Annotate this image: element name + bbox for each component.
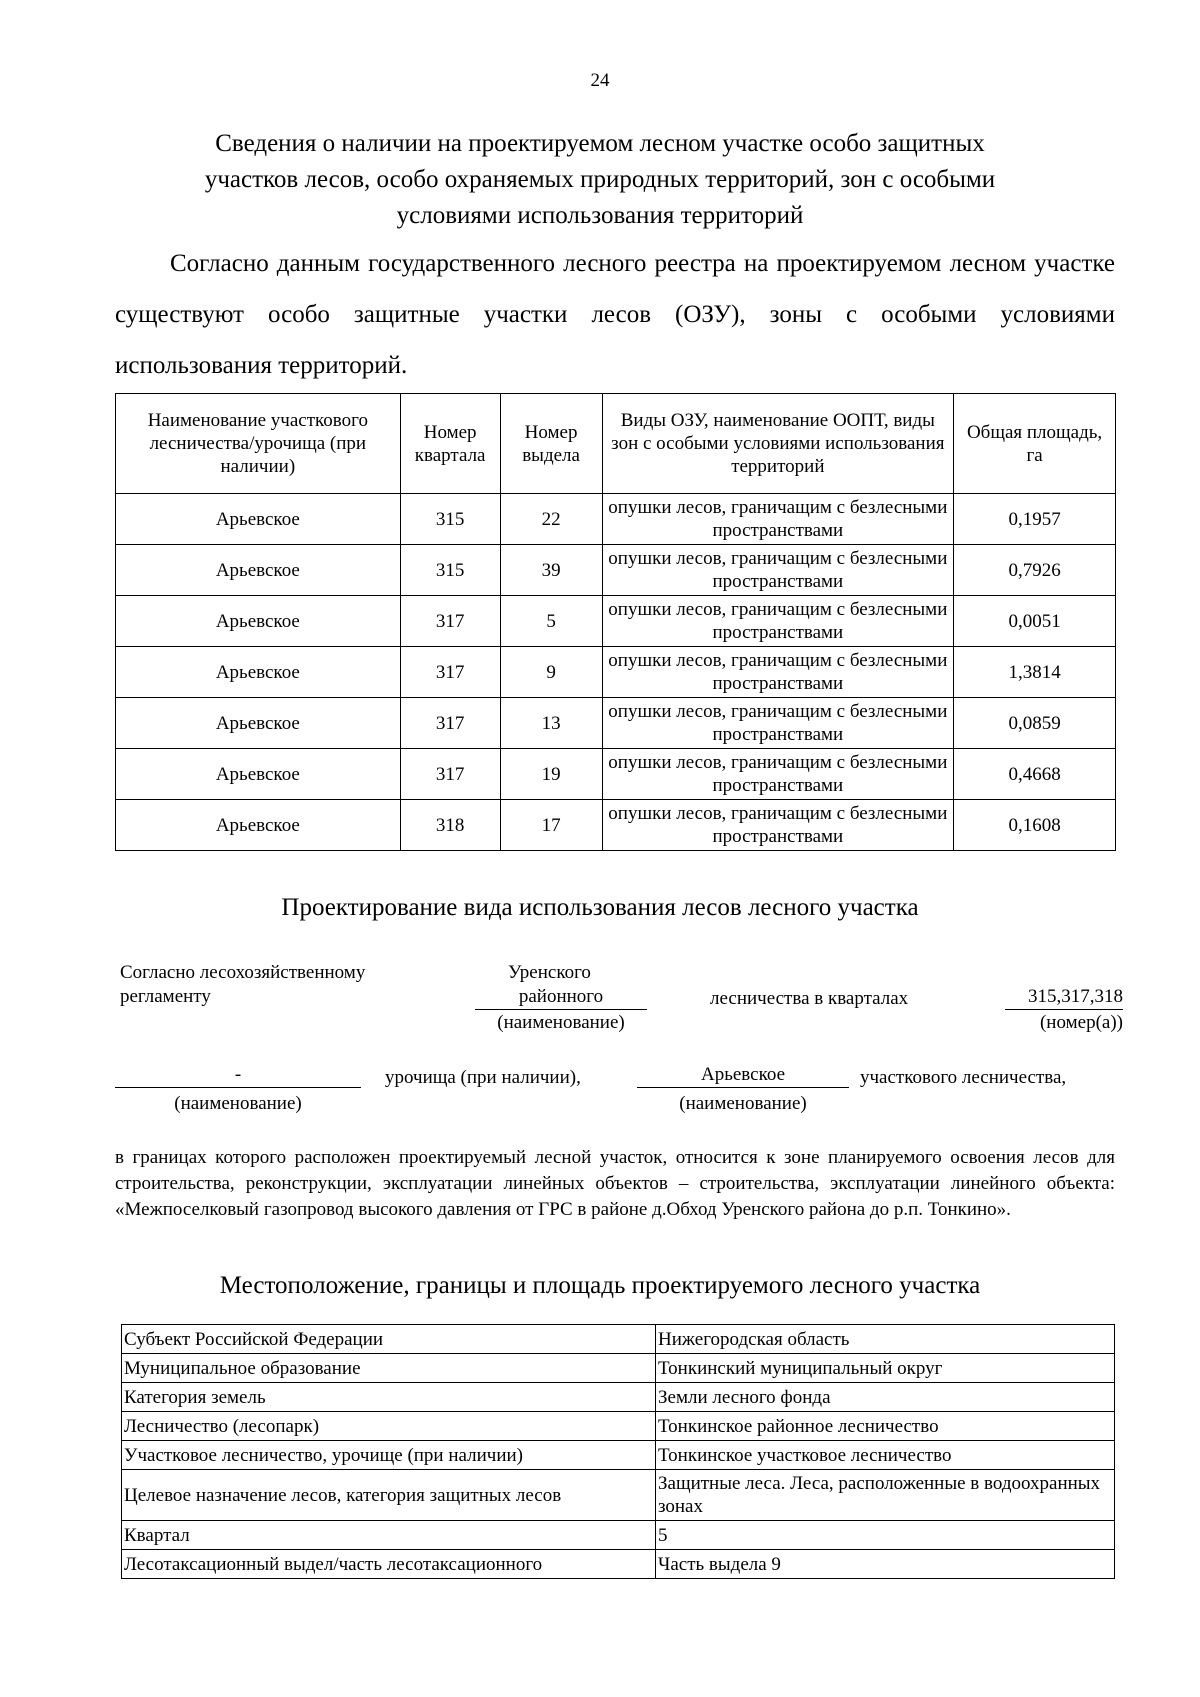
row-key: Субъект Российской Федерации xyxy=(122,1325,656,1354)
cell-type: опушки лесов, граничащим с безлесными пространствами xyxy=(602,545,954,596)
row-value: Тонкинское районное лесничество xyxy=(656,1412,1115,1441)
cell-name: Арьевское xyxy=(116,494,401,545)
col-header-name: Наименование участкового лесничества/урочища (при наличии) xyxy=(116,394,401,494)
table-row xyxy=(122,1354,1115,1383)
cell-vydel: 5 xyxy=(500,596,602,647)
row-value: 5 xyxy=(656,1521,1115,1550)
title-line: Сведения о наличии на проектируемом лесном участке особо защитных xyxy=(215,130,985,157)
table-row xyxy=(122,1383,1115,1412)
intro-text: Согласно данным государственного лесного реестра на проектируемом лесном участке существуют особо защитные участки лесов (ОЗУ), зоны с особыми условиями использования территорий. xyxy=(115,250,1115,379)
row-value: Тонкинский муниципальный округ xyxy=(656,1354,1115,1383)
table-row xyxy=(122,1441,1115,1470)
col-header-area: Общая площадь, га xyxy=(954,394,1116,494)
location-table xyxy=(121,1324,1115,1579)
cell-type: опушки лесов, граничащим с безлесными пространствами xyxy=(602,749,954,800)
table-row xyxy=(122,1470,1115,1521)
district-caption: (наименование) xyxy=(497,1012,625,1033)
cell-area: 0,0051 xyxy=(954,596,1116,647)
cell-vydel: 19 xyxy=(500,749,602,800)
cell-name: Арьевское xyxy=(116,596,401,647)
quarters-caption: (номер(а)) xyxy=(1039,1012,1123,1033)
cell-area: 0,1608 xyxy=(954,800,1116,851)
table-row xyxy=(116,698,1116,749)
district-top: Уренского xyxy=(508,962,591,983)
cell-area: 0,0859 xyxy=(954,698,1116,749)
col-header-vydel: Номер выдела xyxy=(500,394,602,494)
table-row xyxy=(116,494,1116,545)
title-line: условиями использования территорий xyxy=(396,202,804,229)
forestry-text: лесничества в кварталах xyxy=(710,988,909,1009)
row-key: Муниципальное образование xyxy=(122,1354,656,1383)
cell-type: опушки лесов, граничащим с безлесными пространствами xyxy=(602,596,954,647)
row-value: Защитные леса. Леса, расположенные в водоохранных зонах xyxy=(656,1470,1115,1521)
cell-name: Арьевское xyxy=(116,647,401,698)
table-row xyxy=(116,545,1116,596)
cell-type: опушки лесов, граничащим с безлесными пространствами xyxy=(602,800,954,851)
col-header-kvartal: Номер квартала xyxy=(400,394,500,494)
intro-paragraph xyxy=(115,238,1115,391)
cell-type: опушки лесов, граничащим с безлесными пространствами xyxy=(602,494,954,545)
cell-vydel: 17 xyxy=(500,800,602,851)
local-forestry-text: участкового лесничества, xyxy=(860,1067,1067,1088)
cell-name: Арьевское xyxy=(116,749,401,800)
row-value: Нижегородская область xyxy=(656,1325,1115,1354)
district-value: районного xyxy=(475,985,647,1010)
cell-area: 0,4668 xyxy=(954,749,1116,800)
row-key: Участковое лесничество, урочище (при наличии) xyxy=(122,1441,656,1470)
table-row xyxy=(116,596,1116,647)
row-key: Лесотаксационный выдел/часть лесотаксационного xyxy=(122,1550,656,1579)
cell-vydel: 22 xyxy=(500,494,602,545)
cell-name: Арьевское xyxy=(116,545,401,596)
row-value: Тонкинское участковое лесничество xyxy=(656,1441,1115,1470)
usage-paragraph: в границах которого расположен проектируемый лесной участок, относится к зоне планируемого освоения лесов для строительства, реконструкции, эксплуатации линейных объектов – строительства, эксплуатации линейного объекта: «Межпоселковый газопровод высокого давления от ГРС в районе д.Обход Уренского района до р.п. Тонкино». xyxy=(115,1147,1115,1220)
row-key: Целевое назначение лесов, категория защитных лесов xyxy=(122,1470,656,1521)
page-number: 24 xyxy=(590,70,610,91)
cell-vydel: 13 xyxy=(500,698,602,749)
row-value: Часть выдела 9 xyxy=(656,1550,1115,1579)
cell-kvartal: 317 xyxy=(400,698,500,749)
cell-name: Арьевское xyxy=(116,800,401,851)
cell-kvartal: 317 xyxy=(400,647,500,698)
cell-kvartal: 317 xyxy=(400,596,500,647)
cell-type: опушки лесов, граничащим с безлесными пространствами xyxy=(602,647,954,698)
table-row xyxy=(116,647,1116,698)
table-row xyxy=(122,1412,1115,1441)
title-line: участков лесов, особо охраняемых природных территорий, зон с особыми xyxy=(204,166,996,193)
local-forestry-value: Арьевское xyxy=(637,1063,849,1088)
cell-vydel: 39 xyxy=(500,545,602,596)
cell-area: 1,3814 xyxy=(954,647,1116,698)
table-row xyxy=(116,749,1116,800)
ozu-table xyxy=(115,393,1116,851)
table-row xyxy=(122,1521,1115,1550)
table-row xyxy=(122,1550,1115,1579)
col-header-type: Виды ОЗУ, наименование ООПТ, виды зон с особыми условиями использования территорий xyxy=(602,394,954,494)
according-line2: регламенту xyxy=(120,986,211,1007)
local-forestry-caption: (наименование) xyxy=(679,1093,807,1114)
cell-area: 0,7926 xyxy=(954,545,1116,596)
tract-text: урочища (при наличии), xyxy=(385,1067,581,1088)
cell-kvartal: 315 xyxy=(400,545,500,596)
cell-vydel: 9 xyxy=(500,647,602,698)
cell-name: Арьевское xyxy=(116,698,401,749)
section-title-usage: Проектирование вида использования лесов лесного участка xyxy=(281,894,919,921)
table-row xyxy=(122,1325,1115,1354)
tract-value: - xyxy=(115,1063,361,1088)
row-key: Лесничество (лесопарк) xyxy=(122,1412,656,1441)
cell-type: опушки лесов, граничащим с безлесными пространствами xyxy=(602,698,954,749)
cell-kvartal: 315 xyxy=(400,494,500,545)
according-line1: Согласно лесохозяйственному xyxy=(120,962,366,983)
row-key: Категория земель xyxy=(122,1383,656,1412)
table-row xyxy=(116,800,1116,851)
row-key: Квартал xyxy=(122,1521,656,1550)
cell-kvartal: 317 xyxy=(400,749,500,800)
cell-area: 0,1957 xyxy=(954,494,1116,545)
tract-caption: (наименование) xyxy=(174,1093,302,1114)
quarters-value: 315,317,318 xyxy=(1005,985,1123,1010)
section-title-ozu xyxy=(150,126,1050,234)
according-label xyxy=(120,961,365,1009)
ozu-header-row xyxy=(116,394,1116,494)
cell-kvartal: 318 xyxy=(400,800,500,851)
section-title-location: Местоположение, границы и площадь проектируемого лесного участка xyxy=(219,1272,981,1299)
row-value: Земли лесного фонда xyxy=(656,1383,1115,1412)
